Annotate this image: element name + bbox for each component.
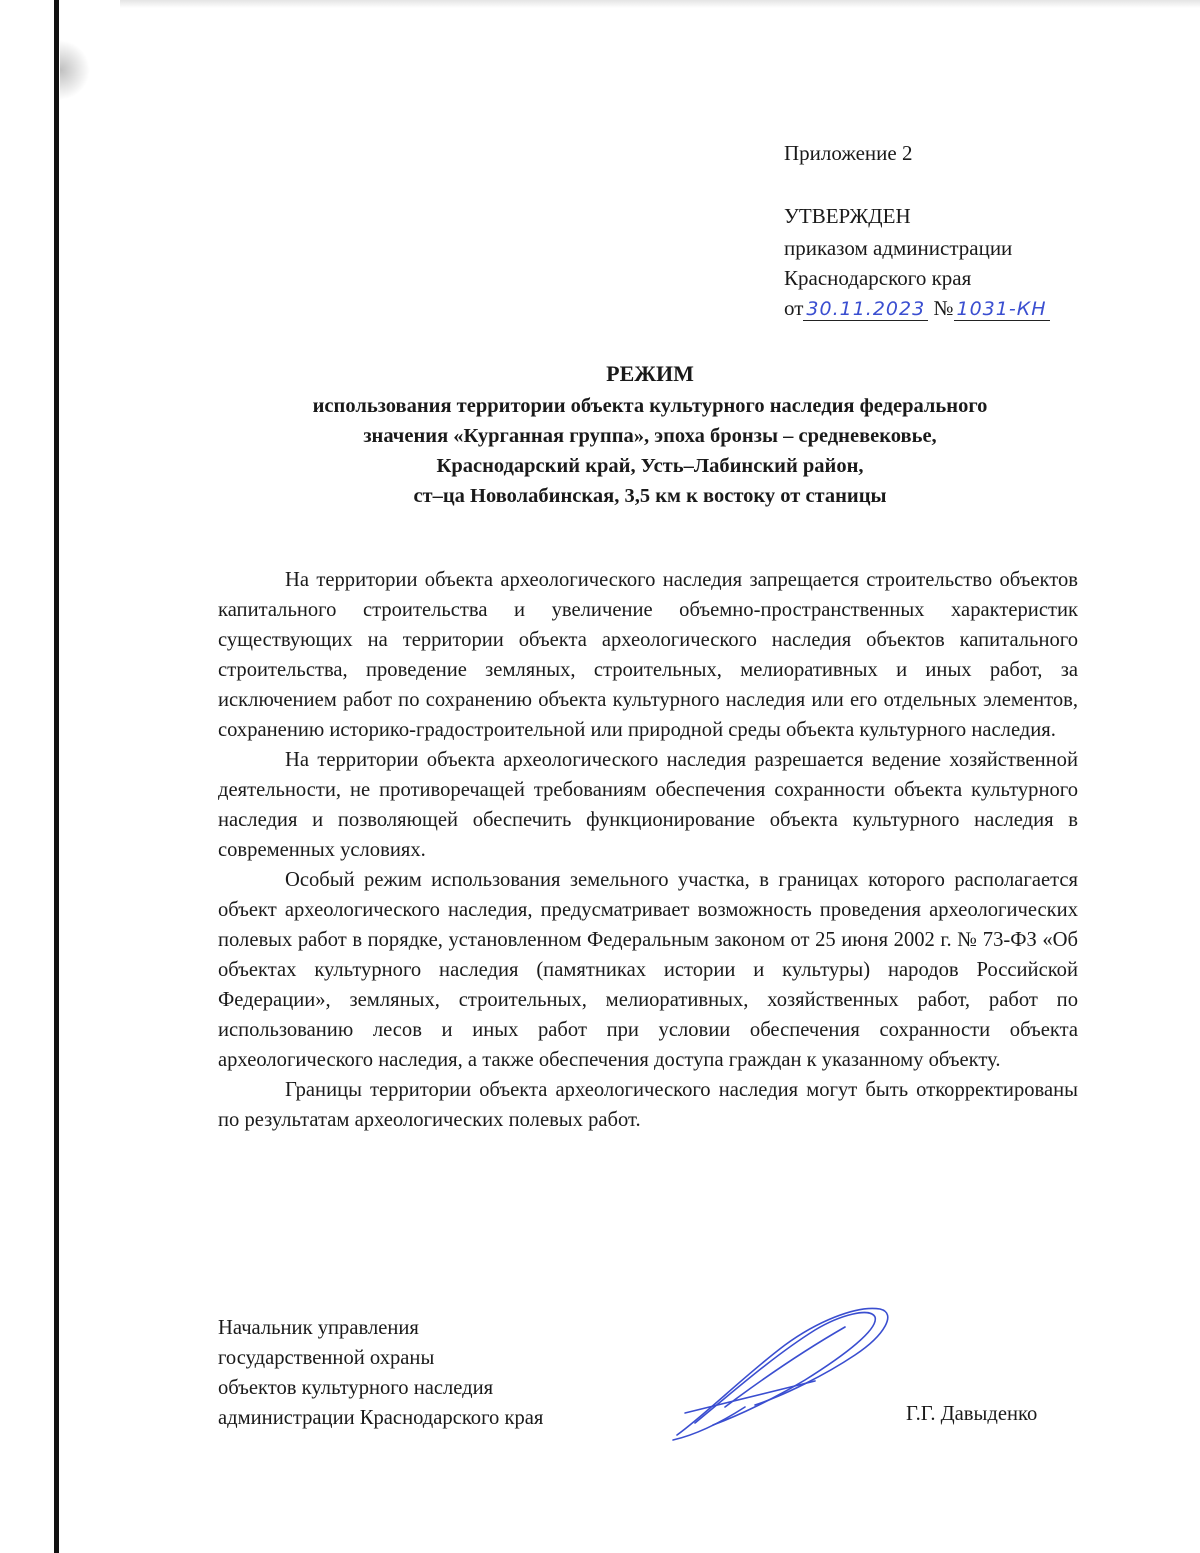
approval-date-line bbox=[784, 293, 1050, 324]
subtitle-line: использования территории объекта культурного наследия федерального bbox=[312, 395, 988, 417]
body-paragraph: Границы территории объекта археологического наследия могут быть откорректированы по результатам археологических полевых работ. bbox=[218, 1079, 1078, 1131]
position-line: Начальник управления bbox=[218, 1317, 419, 1339]
number-prefix: № bbox=[933, 296, 954, 320]
position-line: администрации Краснодарского края bbox=[218, 1407, 544, 1429]
approved-label: УТВЕРЖДЕН bbox=[784, 204, 911, 228]
appendix-label: Приложение 2 bbox=[784, 141, 913, 165]
signatory-position bbox=[218, 1313, 543, 1433]
document-body bbox=[218, 565, 1078, 1135]
document-title-block bbox=[200, 357, 1100, 511]
approval-region-line: Краснодарского края bbox=[784, 266, 972, 290]
approval-block bbox=[784, 137, 1050, 324]
body-paragraph: На территории объекта археологического наследия разрешается ведение хозяйственной деятельности, не противоречащей требованиям обеспечения сохранности объекта культурного наследия и позволяющей обеспечить функционирование объекта культурного наследия в современных условиях. bbox=[218, 749, 1078, 861]
subtitle-line: значения «Курганная группа», эпоха бронзы – средневековье, bbox=[363, 425, 937, 447]
date-prefix: от bbox=[784, 296, 804, 320]
body-paragraph: Особый режим использования земельного участка, в границах которого располагается объект археологического наследия, предусматривает возможность проведения археологических полевых работ в порядке, установленном Федеральным законом от 25 июня 2002 г. № 73-ФЗ «Об объектах культурного наследия (памятниках истории и культуры) народов Российской Федерации», земляных, строительных, мелиоративных, хозяйственных работ, работ по использованию лесов и иных работ при условии обеспечения сохранности объекта археологического наследия, а также обеспечения доступа граждан к указанному объекту. bbox=[218, 869, 1078, 1071]
subtitle-line: Краснодарский край, Усть–Лабинский район, bbox=[436, 455, 864, 477]
approval-order-line: приказом администрации bbox=[784, 236, 1013, 260]
position-line: государственной охраны bbox=[218, 1347, 435, 1369]
handwritten-date: 30.11.2023 bbox=[803, 298, 928, 321]
handwritten-signature bbox=[665, 1295, 905, 1455]
scan-edge bbox=[54, 0, 59, 1553]
signatory-name: Г.Г. Давыденко bbox=[906, 1403, 1038, 1425]
position-line: объектов культурного наследия bbox=[218, 1377, 494, 1399]
scan-noise bbox=[120, 0, 1200, 8]
body-paragraph: На территории объекта археологического наследия запрещается строительство объектов капитального строительства и увеличение объемно-пространственных характеристик существующих на территории объекта археологического наследия объектов капитального строительства, проведение земляных, строительных, мелиоративных и иных работ, за исключением работ по сохранению объекта культурного наследия или его отдельных элементов, сохранению историко-градостроительной или природной среды объекта культурного наследия. bbox=[218, 569, 1078, 741]
document-title: РЕЖИМ bbox=[606, 361, 694, 386]
scan-smudge bbox=[60, 40, 90, 100]
subtitle-line: ст–ца Новолабинская, 3,5 км к востоку от станицы bbox=[413, 485, 887, 507]
handwritten-number: 1031-КН bbox=[954, 298, 1050, 321]
